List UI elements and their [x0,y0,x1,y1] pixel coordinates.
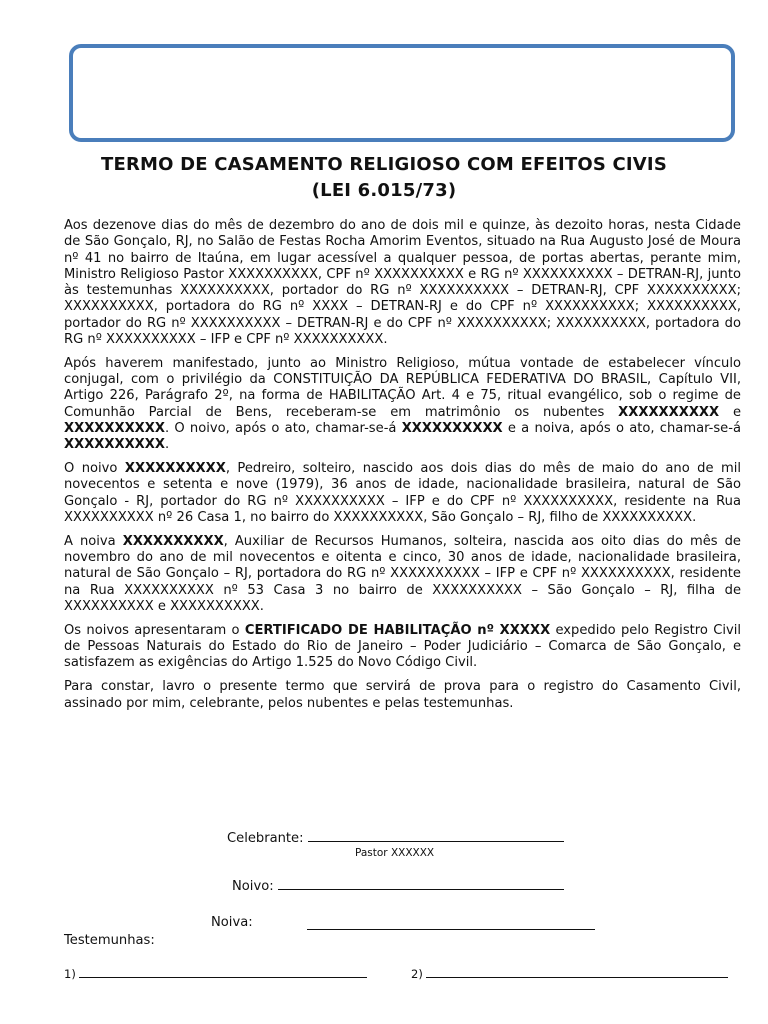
certificate-number: CERTIFICADO DE HABILITAÇÃO nº XXXXX [244,622,551,638]
groom-name: XXXXXXXXXX [124,461,226,477]
noiva-label: Noiva: [211,915,253,930]
paragraph-opening: Aos dezenove dias do mês de dezembro do ano de dois mil e quinze, às dezoito horas, nesta Cidade de São Gonçalo, RJ, no Salão de Festas Rocha Amorim Eventos, situado na Rua Augusto José de Moura nº 41 no bairro de Itaúna, em lugar acessível a qualquer pessoa, de portas abertas, perante mim, Ministro Religioso Pastor XXXXXXXXXX, CPF nº XXXXXXXXXX e RG nº XXXXXXXXXX – DETRAN-RJ, junto às testemunhas XXXXXXXXXX, portador do RG nº XXXXXXXXXX – DETRAN-RJ, CPF XXXXXXXXXX; XXXXXXXXXX, portadora do RG nº XXXX – DETRAN-RJ e do CPF nº XXXXXXXXXX; XXXXXXXXXX, portador do RG nº XXXXXXXXXX – DETRAN-RJ e do CPF nº XXXXXXXXXX; XXXXXXXXXX, portadora do RG nº XXXXXXXXXX – IFP e CPF nº XXXXXXXXXX. [64,218,741,348]
bride-name: XXXXXXXXXX [64,421,165,437]
document-body [64,218,741,719]
celebrante-signature-line [308,829,564,842]
noivo-label: Noivo: [232,879,274,894]
bride-name: XXXXXXXXXX [122,533,224,549]
witness-1-signature [64,965,367,982]
title-line-2: (LEI 6.015/73) [311,180,457,201]
paragraph-text: Os noivos apresentaram o [64,622,245,638]
paragraph-text: . [164,437,170,453]
document-title [0,152,768,204]
paragraph-bride [64,534,741,615]
paragraph-text: e a noiva, após o ato, chamar-se-á [502,421,741,437]
witness-2-signature [411,965,728,982]
bride-new-name: XXXXXXXXXX [64,437,165,453]
paragraph-groom [64,461,741,526]
groom-name: XXXXXXXXXX [618,404,720,420]
witness-2-label: 2) [411,967,423,981]
noiva-signature [307,917,595,935]
paragraph-text: O noivo [64,461,125,477]
noiva-signature-line [307,917,595,930]
paragraph-text: , Pedreiro, solteiro, nascido aos dois dias do mês de maio do ano de mil novecentos e setenta e nove (1979), 36 anos de idade, nacionalidade brasileira, natural de São Gonçalo - RJ, portador do RG nº XXXXXXXXXX – IFP e do CPF nº XXXXXXXXXX, residente na Rua XXXXXXXXXX nº 26 Casa 1, no bairro do XXXXXXXXXX, São Gonçalo – RJ, filho de XXXXXXXXXX. [64,461,741,526]
witness-1-label: 1) [64,967,76,981]
paragraph-text: Após haverem manifestado, junto ao Ministro Religioso, mútua vontade de estabelecer vínculo conjugal, com o privilégio da CONSTITUIÇÃO DA REPÚBLICA FEDERATIVA DO BRASIL, Capítulo VII, Artigo 226, Parágrafo 2º, na forma de HABILITAÇÃO Art. 4 e 75, ritual evangélico, sob o regime de Comunhão Parcial de Bens, receberam-se em matrimônio os nubentes [64,355,741,420]
witness-1-signature-line [79,965,367,978]
paragraph-text: A noiva [64,533,123,549]
paragraph-certificate [64,623,741,672]
paragraph-ceremony [64,356,741,454]
header-logo-box [69,44,735,142]
celebrante-label: Celebrante: [227,831,304,846]
celebrante-signature [227,829,564,847]
noivo-signature-line [278,877,564,890]
title-line-1: TERMO DE CASAMENTO RELIGIOSO COM EFEITOS CIVIS [101,154,667,175]
paragraph-closing: Para constar, lavro o presente termo que servirá de prova para o registro do Casamento Civil, assinado por mim, celebrante, pelos nubentes e pelas testemunhas. [64,679,741,711]
noivo-signature [232,877,564,895]
celebrante-name: Pastor XXXXXX [355,847,435,859]
paragraph-text: e [719,404,742,420]
groom-new-name: XXXXXXXXXX [401,421,503,437]
paragraph-text: expedido pelo Registro Civil de Pessoas Naturais do Estado do Rio de Janeiro – Poder Judiciário – Comarca de São Gonçalo, e satisfazem as exigências do Artigo 1.525 do Novo Código Civil. [64,622,741,671]
paragraph-text: . O noivo, após o ato, chamar-se-á [164,421,402,437]
paragraph-text: , Auxiliar de Recursos Humanos, solteira, nascida aos oito dias do mês de novembro do ano de mil novecentos e oitenta e cinco, 30 anos de idade, nacionalidade brasileira, natural de São Gonçalo – RJ, portadora do RG nº XXXXXXXXXX – IFP e CPF nº XXXXXXXXXX, residente na Rua XXXXXXXXXX nº 53 Casa 3 no bairro de XXXXXXXXXX – São Gonçalo – RJ, filha de XXXXXXXXXX e XXXXXXXXXX. [64,533,741,615]
testemunhas-label: Testemunhas: [64,933,155,948]
witness-2-signature-line [426,965,728,978]
